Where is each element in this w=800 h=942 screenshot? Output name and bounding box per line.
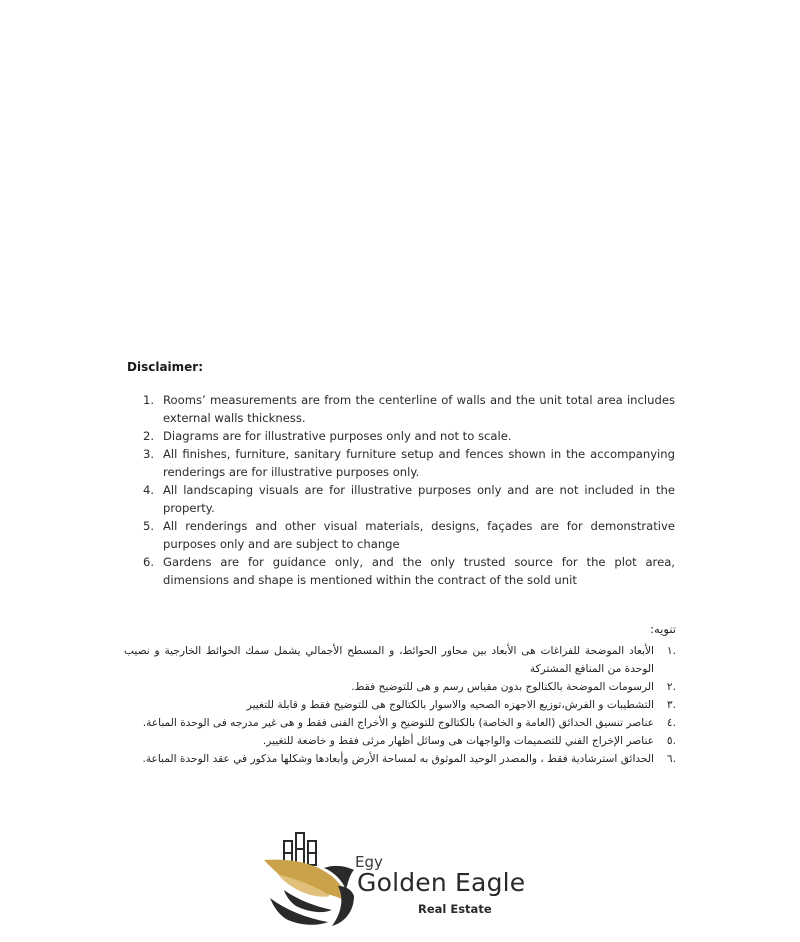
arabic-disclaimer bbox=[124, 622, 676, 768]
list-item: .٣ التشطيبات و الفرش،توزيع الاجهزه الصحيه والاسوار بالكتالوج هى للتوضيح فقط و قابلة للتغيير bbox=[246, 699, 676, 711]
list-item: 1. Rooms’ measurements are from the centerline of walls and the unit total area includes external walls thickness. bbox=[143, 393, 675, 425]
list-item: .٥ عناصر الإخراج الفني للتصميمات والواجهات هى وسائل أظهار مرئى فقط و خاضعة للتغيير. bbox=[262, 735, 676, 747]
arabic-list bbox=[124, 642, 676, 768]
list-item: .٦ الحدائق استرشادية فقط ، والمصدر الوحيد الموثوق به لمساحة الأرض وأبعادها وشكلها مذكور في عقد الوحدة المباعة. bbox=[142, 753, 676, 765]
list-item: 3. All finishes, furniture, sanitary furniture setup and fences shown in the accompanying renderings are for illustrative purposes only. bbox=[143, 447, 675, 479]
logo-prefix: Egy bbox=[355, 853, 383, 871]
logo-name: Golden Eagle bbox=[357, 868, 526, 897]
list-item: 2. Diagrams are for illustrative purposes only and not to scale. bbox=[143, 429, 512, 443]
arabic-title: تنويه: bbox=[650, 622, 676, 636]
logo-tagline: Real Estate bbox=[418, 902, 492, 916]
list-item: .١ الأبعاد الموضحة للفراغات هى الأبعاد بين محاور الحوائط، و المسطح الأجمالي يشمل سمك الحوائط الخارجية و نصيب الوحدة من المنافع المشتركة bbox=[124, 645, 676, 675]
list-item: .٢ الرسومات الموضحة بالكتالوج بدون مقياس رسم و هى للتوضيح فقط. bbox=[351, 681, 676, 693]
list-item: .٤ عناصر تنسيق الحدائق (العامة و الخاصة) بالكتالوج للتوضيح و الأخراج الفنى فقط و هى غير مدرجه فى الوحدة المباعة. bbox=[142, 717, 676, 729]
list-item: 5. All renderings and other visual materials, designs, façades are for demonstrative purposes only and are subject to change bbox=[143, 519, 675, 551]
disclaimer-title: Disclaimer: bbox=[127, 360, 204, 374]
disclaimer-list bbox=[127, 391, 675, 589]
list-item: 4. All landscaping visuals are for illustrative purposes only and are not included in the property. bbox=[143, 483, 675, 515]
list-item: 6. Gardens are for guidance only, and the only trusted source for the plot area, dimensions and shape is mentioned within the contract of the sold unit bbox=[143, 555, 675, 587]
